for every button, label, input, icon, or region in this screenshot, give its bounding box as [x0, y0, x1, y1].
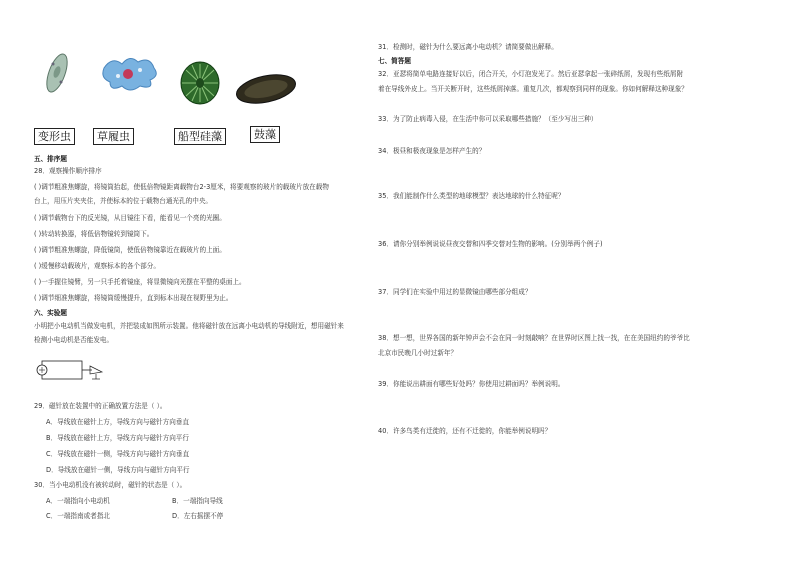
q30-option-b: B．一端指向导线 — [172, 497, 223, 505]
question-32-line2: 着在导线外皮上。当开关断开时，这些纸屑掉落。重复几次，都观察到同样的现象。你如何解释这种现象？ — [378, 85, 688, 93]
question-30: 30．当小电动机没有被转动时，磁针的状态是（ ）。 — [34, 481, 187, 489]
experiment-intro-1: 小明把小电动机当做发电机，并把装成如图所示装置。他将磁针放在远离小电动机的导线附近，想用磁针来 — [34, 322, 344, 330]
desmid-image — [234, 72, 298, 106]
step-3: ( )转动转换器，将低倍物镜转到镜筒下。 — [34, 230, 154, 238]
step-5: ( )缓慢移动载玻片，观察标本的各个部分。 — [34, 262, 160, 270]
circuit-diagram — [34, 358, 114, 384]
q29-option-c: C．导线放在磁针一侧，导线方向与磁针方向垂直 — [46, 450, 190, 458]
section-heading-6: 六、实验题 — [34, 309, 67, 317]
question-39: 39．你能说出耕面有哪些好处吗？你使用过耕面吗？举例说明。 — [378, 380, 565, 388]
section-heading-5: 五、排序题 — [34, 155, 67, 163]
q30-option-a: A．一端指向小电动机 — [46, 497, 110, 505]
q29-option-a: A．导线放在磁针上方，导线方向与磁针方向垂直 — [46, 418, 189, 426]
step-7: ( )调节细准焦螺旋，将镜筒缓慢提升，直到标本出现在视野里为止。 — [34, 294, 233, 302]
diatom-image — [178, 60, 222, 106]
step-6: ( )一手握住镜臂，另一只手托着镜座，将显微镜向光摆在平整的桌面上。 — [34, 278, 246, 286]
question-40: 40．许多鸟类有迁徙的，还有不迁徙的，你能举例说明吗？ — [378, 427, 552, 435]
question-29: 29．磁针放在装置中的正确放置方法是（ ）。 — [34, 402, 167, 410]
q30-option-c: C．一端指南或者指北 — [46, 512, 110, 520]
q29-option-b: B．导线放在磁针上方，导线方向与磁针方向平行 — [46, 434, 189, 442]
label-diatom: 船型硅藻 — [174, 128, 226, 145]
label-paramecium: 草履虫 — [93, 128, 134, 145]
step-4: ( )调节粗准焦螺旋，降低镜筒，使低倍物镜靠近在载玻片的上面。 — [34, 246, 226, 254]
section-heading-7: 七、简答题 — [378, 57, 411, 65]
question-37: 37．同学们在实验中用过的显微镜由哪些部分组成？ — [378, 288, 532, 296]
label-amoeba: 变形虫 — [34, 128, 75, 145]
q30-option-d: D．左右摇摆不停 — [172, 512, 224, 520]
paramecium-image — [40, 50, 74, 96]
q29-option-d: D．导线放在磁针一侧，导线方向与磁针方向平行 — [46, 466, 190, 474]
question-35: 35．我们能制作什么类型的地球模型？表达地球的什么特征呢？ — [378, 192, 565, 200]
question-36: 36．请你分别举例说说昼夜交替和四季交替对生物的影响。(分别举两个例子) — [378, 240, 603, 248]
question-38-line2: 北京市民晚几小时过新年？ — [378, 349, 458, 357]
question-33: 33．为了防止病毒入侵，在生活中你可以采取哪些措施？（至少写出三种） — [378, 115, 598, 123]
question-34: 34．极昼和极夜现象是怎样产生的？ — [378, 147, 486, 155]
step-1a: ( )调节粗准焦螺旋，将镜筒抬起，使低倍物镜距离载物台2-3厘米，将要观察的玻片的载玻片放在载物 — [34, 183, 329, 191]
label-desmid: 鼓藻 — [250, 126, 280, 143]
experiment-intro-2: 检测小电动机是否能发电。 — [34, 336, 114, 344]
question-32-line1: 32．亚瑟将简单电路连接好以后，闭合开关，小灯泡发光了。然后亚瑟拿起一张碎纸屑，发现有些纸屑附 — [378, 70, 684, 78]
amoeba-image — [98, 54, 162, 94]
step-2: ( )调节载物台下的反光镜，从目镜往下看，能看见一个亮的光圈。 — [34, 214, 226, 222]
question-31: 31．检测时，磁针为什么要远离小电动机？请简要做出解释。 — [378, 43, 558, 51]
question-28: 28．观察操作顺序排序 — [34, 167, 102, 175]
step-1b: 台上，用压片夹夹住，并使标本的位于载物台通光孔的中央。 — [34, 197, 213, 205]
question-38-line1: 38．想一想，世界各国的新年钟声会不会在同一时刻敲响？在世界时区图上找一找，在在美国纽约的爷爷比 — [378, 334, 690, 342]
